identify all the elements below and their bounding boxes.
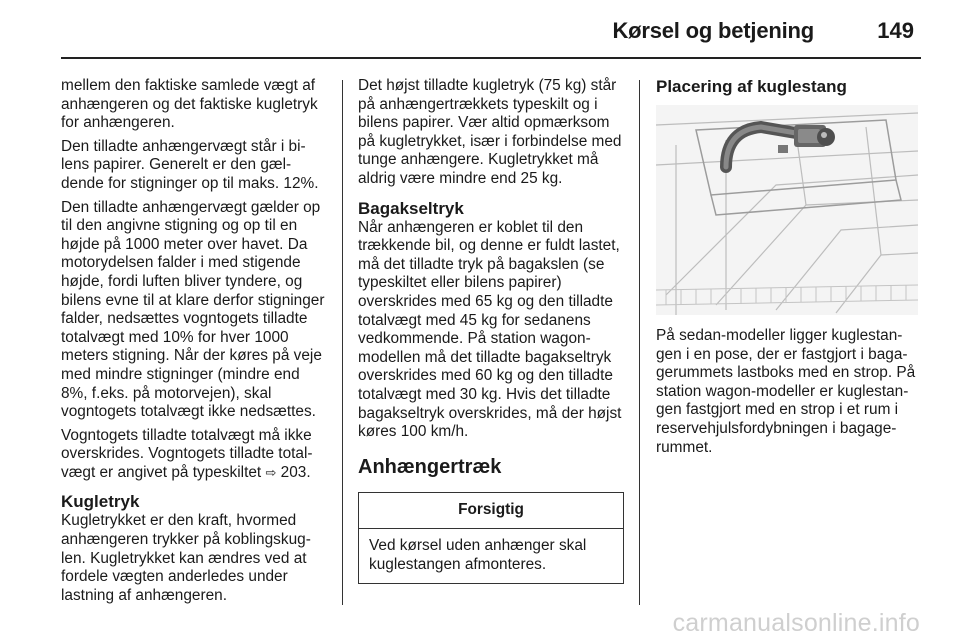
caution-title: Forsigtig (359, 493, 623, 530)
column-divider-1 (342, 80, 343, 605)
heading-placering: Placering af kuglestang (656, 77, 847, 96)
heading-anhaengertraek: Anhængertræk (358, 455, 502, 478)
caution-body: Ved kørsel uden anhænger skal kuglestangen afmonteres. (369, 537, 587, 573)
watermark: carmanualsonline.info (672, 609, 920, 637)
paragraph-text: Vogntogets tilladte totalvægt må ikke overskrides. Vogntogets tilladte totalvægt er angivet på typeskiltet (61, 426, 313, 481)
page-reference-arrow-icon: ⇨ (265, 464, 277, 480)
column-divider-2 (639, 80, 640, 605)
page-number: 149 (877, 18, 914, 43)
column-1 (61, 77, 327, 610)
caution-box (358, 492, 624, 585)
paragraph-with-reference (61, 427, 327, 483)
paragraph: Den tilladte anhængervægt gælder op til den angivne stigning og op til en højde på 1000 meter over havet. Da motorydelsen falder i med stigende højde, fordi luften bliver tyndere, og bilens evne til at klare derfor stigninger falder, nedsættes vogntogets tilladte totalvægt med 10% for hver 1000 meters stigning. Når der køres på veje med mindre stigninger (mindre end 8%, f.eks. på motorvejen), skal vogntogets totalvægt ikke nedsættes. (61, 198, 325, 421)
heading-bagakseltryk: Bagakseltryk (358, 198, 464, 218)
section-title: Kørsel og betjening (612, 18, 814, 43)
paragraph: Den tilladte anhængervægt står i bilens papirer. Generelt er den gældende for stigninger op til maks. 12%. (61, 137, 319, 192)
heading-kugletryk: Kugletryk (61, 492, 140, 512)
paragraph: På sedan-modeller ligger kuglestangen i en pose, der er fastgjort i bagagerummets lastboks med en strop. På station wagon-modeller er kuglestangen fastgjort med en strop i et rum i reservehjulsfordybningen i bagagerummet. (656, 327, 916, 456)
column-2 (358, 77, 625, 584)
paragraph: mellem den faktiske samlede vægt af anhængeren og det faktiske kugletryk for anhængeren. (61, 77, 318, 132)
header-divider (61, 57, 921, 59)
column-3 (656, 77, 922, 462)
page-reference-link[interactable]: 203. (280, 463, 311, 481)
paragraph: Når anhængeren er koblet til den trækkende bil, og denne er fuldt lastet, må det tilladte tryk på bagakslen (se typeskiltet eller bilens papirer) overskrides med 65 kg og den tilladte totalvægt med 45 kg for sedanens vedkommende. På station wagon-modellen må det tilladte bagakseltryk overskrides med 60 kg og den tilladte totalvægt med 30 kg. Hvis det tilladte bagakseltryk overskrides, må der højst køres 100 km/h. (358, 218, 622, 441)
towbar-location-illustration (656, 105, 918, 315)
paragraph: Det højst tilladte kugletryk (75 kg) står på anhængertrækkets typeskilt og i bilens papirer. Vær altid opmærksom på kugletrykket, især i forbindelse med tunge anhængere. Kugletrykket må aldrig være mindre end 25 kg. (358, 77, 622, 187)
paragraph: Kugletrykket er den kraft, hvormed anhængeren trykker på koblingskuglen. Kugletrykket kan ændres ved at fordele vægten anderledes under lastning af anhængeren. (61, 512, 311, 604)
